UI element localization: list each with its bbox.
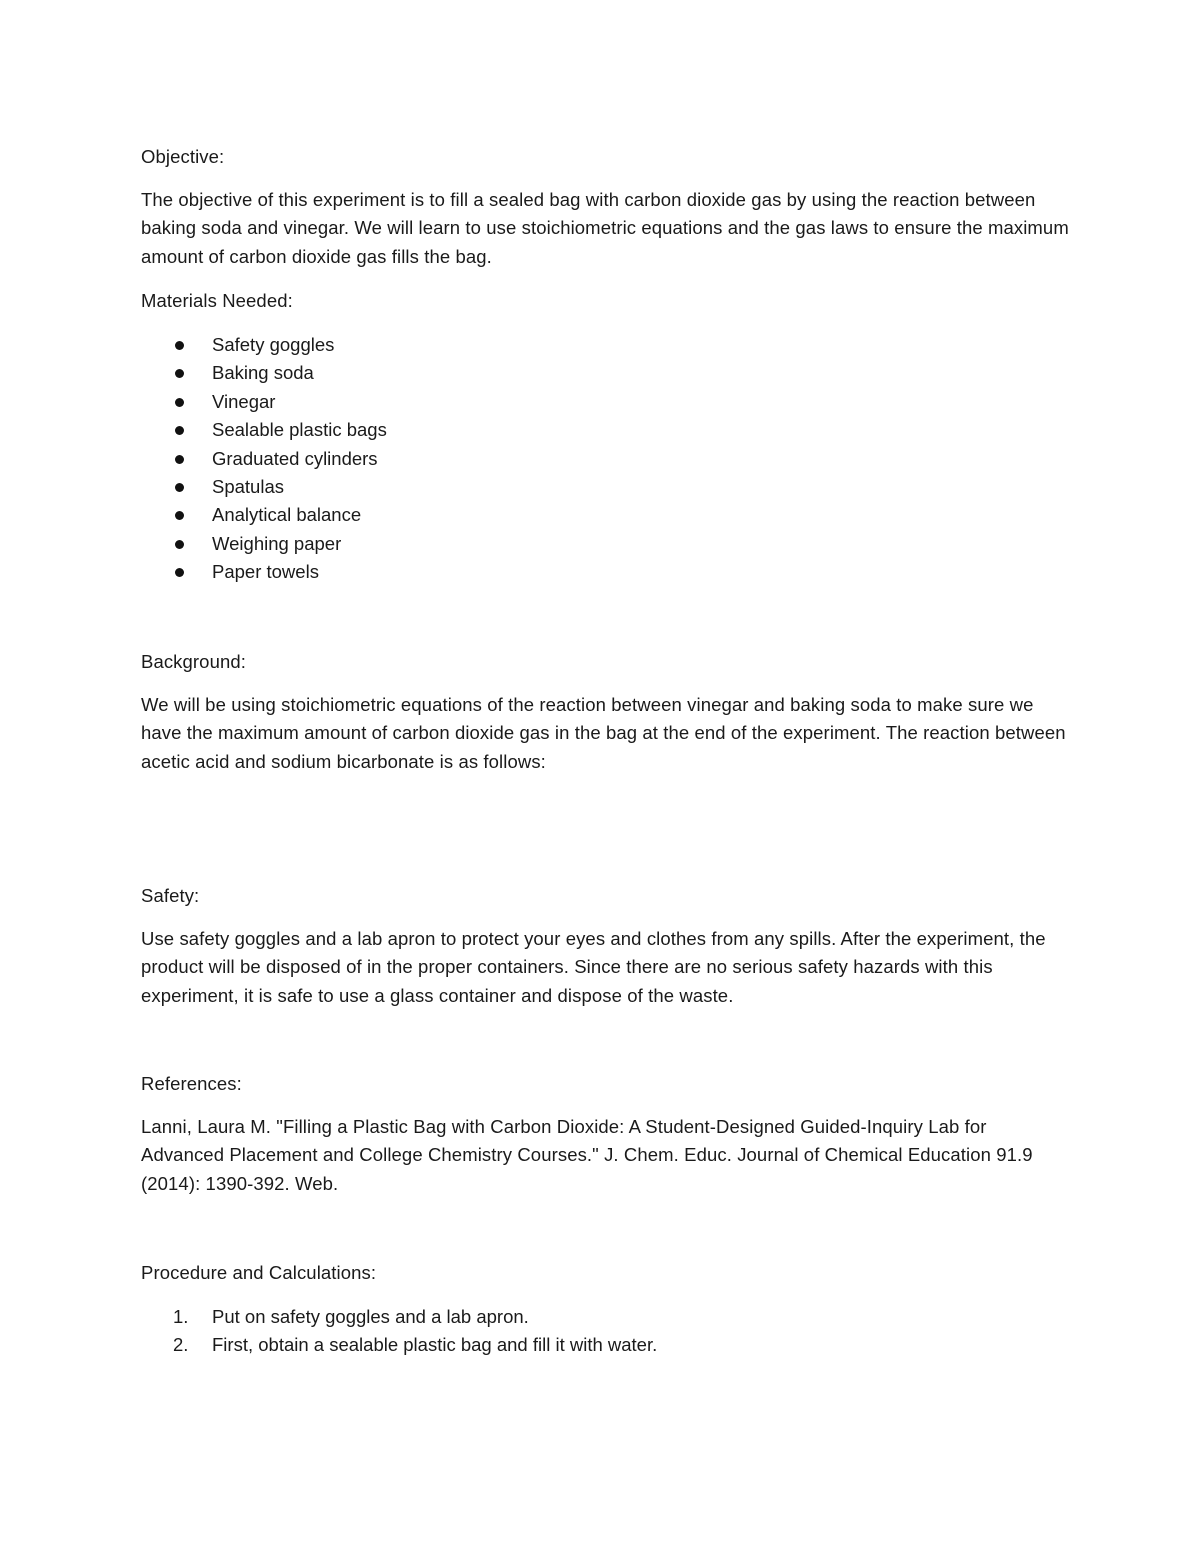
list-item [141, 530, 387, 558]
bullet-icon [175, 540, 184, 549]
procedure-step [141, 1331, 657, 1359]
step-text: Put on safety goggles and a lab apron. [212, 1306, 529, 1327]
list-item-text: Spatulas [212, 475, 284, 497]
bullet-icon [175, 568, 184, 577]
list-item [141, 501, 387, 529]
materials-heading: Materials Needed: [141, 290, 293, 311]
list-item-text: Vinegar [212, 390, 276, 412]
bullet-icon [175, 426, 184, 435]
bullet-icon [175, 369, 184, 378]
background-heading: Background: [141, 651, 246, 672]
list-item-text: Safety goggles [212, 334, 335, 355]
list-item [141, 359, 387, 387]
list-item [141, 558, 387, 586]
list-item-text: Graduated cylinders [212, 447, 378, 469]
list-item [141, 388, 387, 416]
safety-paragraph: Use safety goggles and a lab apron to protect your eyes and clothes from any spills. After the experiment, the product will be disposed of in the proper containers. Since there are no serious safety hazards with this experiment, it is safe to use a glass container and dispose of the waste. [141, 928, 1046, 1006]
procedure-step [141, 1303, 657, 1331]
references-heading: References: [141, 1073, 242, 1094]
list-item [141, 473, 387, 501]
materials-list [141, 331, 387, 587]
background-paragraph: We will be using stoichiometric equations of the reaction between vinegar and baking soda to make sure we have the maximum amount of carbon dioxide gas in the bag at the end of the experiment. The reaction between acetic acid and sodium bicarbonate is as follows: [141, 694, 1066, 772]
list-item-text: Sealable plastic bags [212, 419, 387, 441]
safety-heading: Safety: [141, 885, 200, 906]
list-item [141, 445, 387, 473]
list-item-text: Weighing paper [212, 532, 342, 554]
procedure-list [141, 1303, 657, 1360]
objective-heading: Objective: [141, 146, 225, 167]
reference-citation: Lanni, Laura M. "Filling a Plastic Bag with Carbon Dioxide: A Student-Designed Guided-Inquiry Lab for Advanced Placement and College Chemistry Courses." J. Chem. Educ. Journal of Chemical Education 91.9 (2014): 1390-392. Web. [141, 1116, 1033, 1194]
step-text: First, obtain a sealable plastic bag and fill it with water. [212, 1334, 658, 1356]
list-item-text: Analytical balance [212, 504, 362, 526]
bullet-icon [175, 483, 184, 492]
objective-paragraph: The objective of this experiment is to fill a sealed bag with carbon dioxide gas by using the reaction between baking soda and vinegar. We will learn to use stoichiometric equations and the gas laws to ensure the maximum amount of carbon dioxide gas fills the bag. [141, 189, 1069, 267]
bullet-icon [175, 341, 184, 350]
step-number: 2. [173, 1334, 189, 1356]
bullet-icon [175, 455, 184, 464]
list-item-text: Paper towels [212, 561, 319, 583]
list-item [141, 416, 387, 444]
list-item [141, 331, 387, 359]
list-item-text: Baking soda [212, 362, 314, 384]
bullet-icon [175, 398, 184, 407]
step-number: 1. [173, 1306, 189, 1327]
procedure-heading: Procedure and Calculations: [141, 1262, 377, 1283]
bullet-icon [175, 511, 184, 520]
